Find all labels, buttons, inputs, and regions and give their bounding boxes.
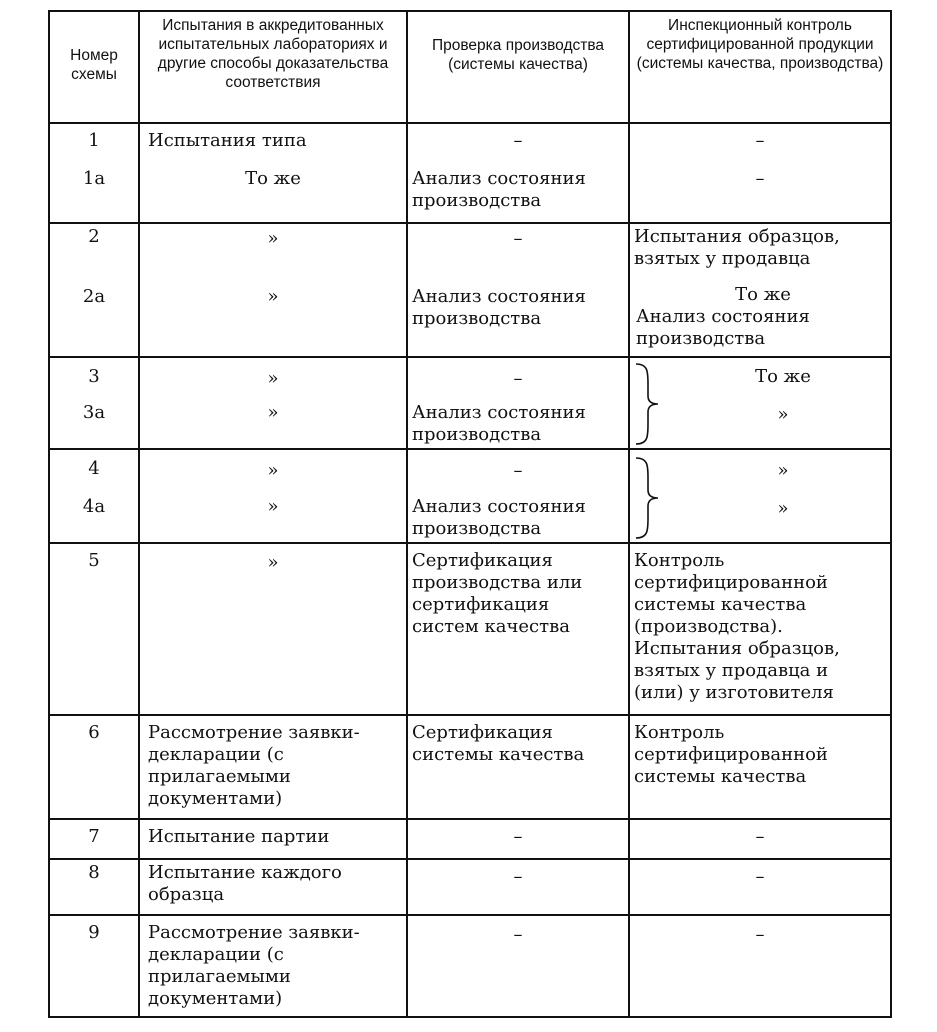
scheme-number: 1 — [88, 130, 100, 151]
table-border-right — [890, 10, 892, 1018]
inspection-control-cell: » — [777, 404, 789, 425]
column-divider — [138, 10, 140, 1018]
scheme-number: 2а — [82, 286, 106, 307]
row-divider — [48, 818, 892, 820]
production-check-cell: – — [513, 228, 523, 249]
production-check-cell: – — [513, 826, 523, 847]
row-divider — [48, 222, 892, 224]
inspection-control-cell: Испытания образцов, взятых у продавца — [634, 226, 840, 269]
header-production-check: Проверка производства (системы качества) — [431, 37, 605, 73]
column-divider — [406, 10, 408, 1018]
production-check-cell: Сертификация производства или сертификация систем качества — [412, 550, 583, 637]
inspection-control-cell: » — [777, 498, 789, 519]
lab-testing-cell: » — [267, 460, 279, 481]
inspection-control-cell: Контроль сертифицированной системы качества (производства). Испытания образцов, взятых у продавца и (или) у изготовителя — [634, 550, 840, 703]
scheme-number: 2 — [88, 226, 100, 247]
production-check-cell: Сертификация системы качества — [412, 722, 585, 765]
production-check-cell: – — [513, 130, 523, 151]
row-divider — [48, 122, 892, 124]
lab-testing-cell: » — [267, 228, 279, 249]
lab-testing-cell: » — [267, 402, 279, 423]
scheme-number: 8 — [88, 862, 100, 883]
scheme-number: 4 — [88, 458, 100, 479]
scheme-number: 5 — [88, 550, 100, 571]
scheme-number: 6 — [88, 722, 100, 743]
curly-brace-icon — [632, 362, 662, 446]
inspection-control-cell: Контроль сертифицированной системы качества — [634, 722, 828, 787]
scheme-number: 3а — [82, 402, 106, 423]
table-border-bottom — [48, 1016, 892, 1018]
inspection-control-cell: » — [777, 460, 789, 481]
inspection-control-cell: То же — [755, 366, 811, 387]
lab-testing-cell: Испытание партии — [148, 826, 330, 847]
lab-testing-cell: » — [267, 368, 279, 389]
row-divider — [48, 448, 892, 450]
header-scheme-number: Номер схемы — [70, 47, 118, 83]
inspection-control-cell: – — [755, 130, 765, 151]
scheme-number: 3 — [88, 366, 100, 387]
inspection-control-cell: – — [755, 924, 765, 945]
lab-testing-cell: Рассмотрение заявки-декларации (с прилагаемыми документами) — [148, 722, 360, 809]
inspection-control-cell: – — [755, 826, 765, 847]
scheme-number: 9 — [88, 922, 100, 943]
curly-brace-icon — [632, 456, 662, 540]
production-check-cell: – — [513, 368, 523, 389]
scheme-number: 7 — [88, 826, 100, 847]
table-border-top — [48, 10, 892, 12]
inspection-control-cell: – — [755, 866, 765, 887]
row-divider — [48, 858, 892, 860]
lab-testing-cell: » — [267, 496, 279, 517]
header-lab-testing: Испытания в аккредитованных испытательных лабораториях и другие способы доказательства соответствия — [157, 17, 389, 91]
scheme-number: 4а — [82, 496, 106, 517]
certification-schemes-table — [48, 10, 892, 1018]
row-divider — [48, 914, 892, 916]
inspection-control-cell: То же — [735, 284, 791, 305]
production-check-cell: Анализ состояния производства — [412, 286, 586, 329]
inspection-control-cell: Анализ состояния производства — [636, 306, 810, 349]
lab-testing-cell: » — [267, 552, 279, 573]
lab-testing-cell: Рассмотрение заявки-декларации (с прилагаемыми документами) — [148, 922, 360, 1009]
table-border-left — [48, 10, 50, 1018]
column-divider — [628, 10, 630, 1018]
row-divider — [48, 356, 892, 358]
lab-testing-cell: То же — [245, 168, 301, 189]
lab-testing-cell: » — [267, 286, 279, 307]
lab-testing-cell: Испытание каждого образца — [148, 862, 342, 905]
production-check-cell: – — [513, 460, 523, 481]
inspection-control-cell: – — [755, 168, 765, 189]
row-divider — [48, 714, 892, 716]
lab-testing-cell: Испытания типа — [148, 130, 307, 151]
production-check-cell: – — [513, 866, 523, 887]
row-divider — [48, 542, 892, 544]
production-check-cell: Анализ состояния производства — [412, 496, 586, 539]
production-check-cell: Анализ состояния производства — [412, 168, 586, 211]
scheme-number: 1а — [82, 168, 106, 189]
production-check-cell: – — [513, 924, 523, 945]
header-inspection-control: Инспекционный контроль сертифицированной продукции (системы качества, производства) — [636, 17, 884, 72]
production-check-cell: Анализ состояния производства — [412, 402, 586, 445]
